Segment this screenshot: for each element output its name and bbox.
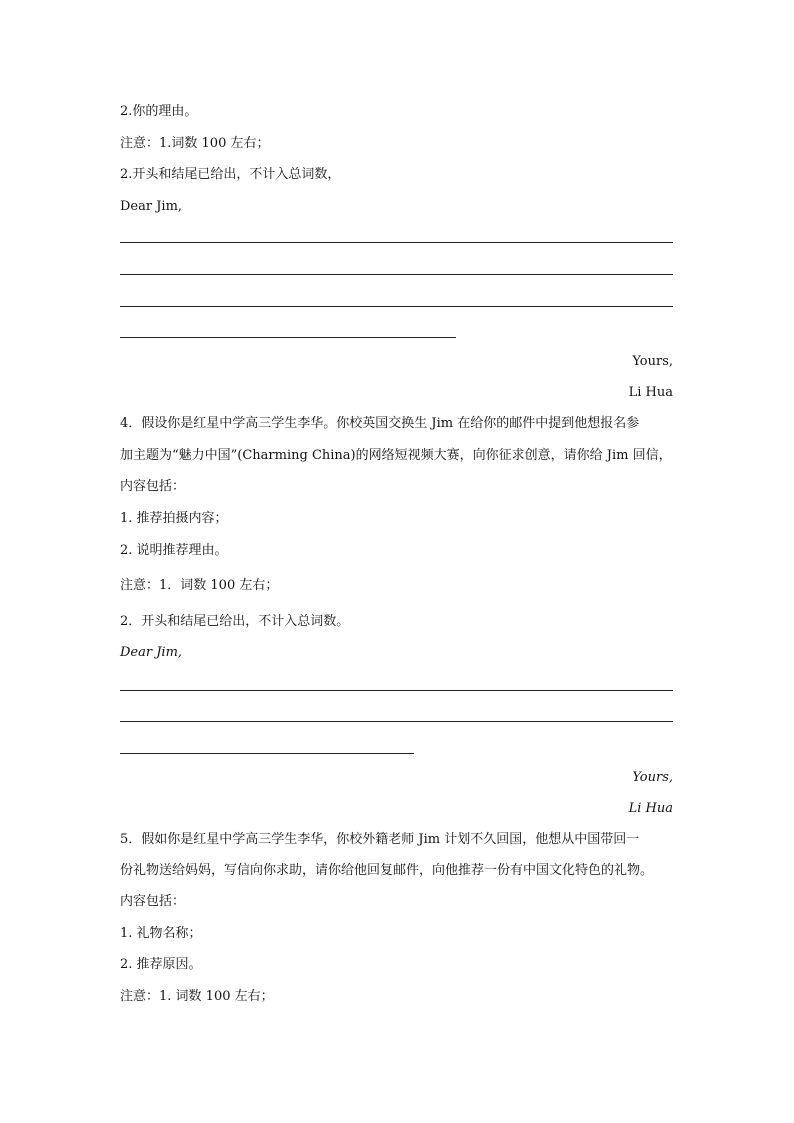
section4-point2: 2. 说明推荐理由。 bbox=[120, 543, 228, 558]
section3-note1: 注意：1.词数 100 左右； bbox=[120, 136, 270, 151]
section5-prompt-line1: 5．假如你是红星中学高三学生李华，你校外籍老师 Jim 计划不久回国，他想从中国带回一 bbox=[120, 832, 640, 847]
section5-point2: 2. 推荐原因。 bbox=[120, 957, 202, 972]
section3-closing: Yours, bbox=[632, 354, 673, 369]
section4-prompt-line2: 加主题为“魅力中国”(Charming China)的网络短视频大赛，向你征求创意，请你给 Jim 回信， bbox=[120, 448, 672, 463]
section5-note1: 注意：1. 词数 100 左右； bbox=[120, 989, 274, 1004]
writing-line bbox=[120, 337, 456, 338]
section4-prompt-line3: 内容包括： bbox=[120, 479, 186, 494]
section3-greeting: Dear Jim, bbox=[120, 199, 183, 214]
section5-prompt-line3: 内容包括： bbox=[120, 894, 186, 909]
writing-line bbox=[120, 306, 673, 307]
section5-point1: 1. 礼物名称； bbox=[120, 926, 202, 941]
writing-line bbox=[120, 721, 673, 722]
section4-prompt-line1: 4．假设你是红星中学高三学生李华。你校英国交换生 Jim 在给你的邮件中提到他想报名参 bbox=[120, 416, 640, 431]
writing-line bbox=[120, 242, 673, 243]
writing-line bbox=[120, 690, 673, 691]
section4-note1: 注意：1．词数 100 左右； bbox=[120, 578, 279, 593]
section4-note2: 2．开头和结尾已给出，不计入总词数。 bbox=[120, 614, 350, 629]
section3-signature: Li Hua bbox=[628, 385, 673, 400]
section3-note2: 2.开头和结尾已给出，不计入总词数， bbox=[120, 167, 341, 182]
section4-greeting: Dear Jim, bbox=[120, 645, 183, 660]
section3-point2: 2.你的理由。 bbox=[120, 104, 198, 119]
section4-point1: 1. 推荐拍摄内容； bbox=[120, 511, 228, 526]
section4-closing: Yours, bbox=[632, 770, 673, 785]
section4-signature: Li Hua bbox=[628, 801, 673, 816]
writing-line bbox=[120, 274, 673, 275]
writing-line bbox=[120, 753, 414, 754]
section5-prompt-line2: 份礼物送给妈妈，写信向你求助，请你给他回复邮件，向他推荐一份有中国文化特色的礼物。 bbox=[120, 863, 654, 878]
